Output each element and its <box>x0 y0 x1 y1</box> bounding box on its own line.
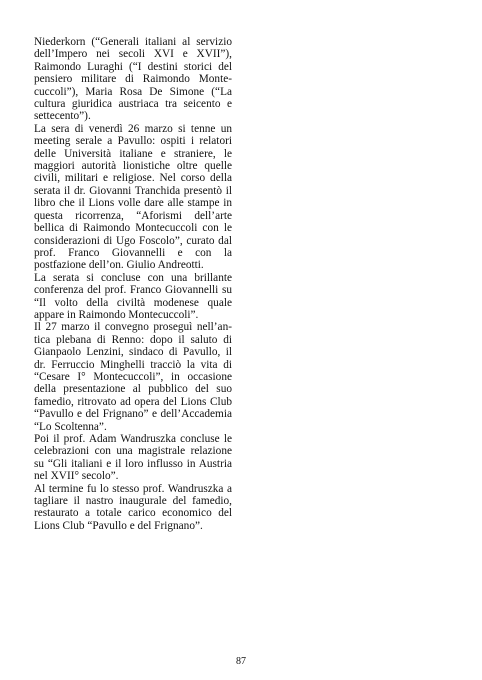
paragraph-evening-meeting: La sera di venerdì 26 marzo si tenne un meeting serale a Pavullo: ospiti i relatori delle Università italiane e straniere, le maggiori autorità lionistiche oltre quelle civili, militari e religiose. Nel corso della serata il dr. Giovanni Tranchida presentò il libro che il Lions volle dare alle stampe in questa ricorrenza, “Aforismi dell’arte bellica di Raimondo Montecuccoli con le considerazioni di Ugo Foscolo”, curato dal prof. Franco Giovannelli e con la postfazione dell’on. Giulio Andreotti. <box>34 122 232 272</box>
paragraph-wandruszka-lecture: Poi il prof. Adam Wandruszka concluse le celebrazioni con una magistrale relazione su “Gli italiani e il loro influsso in Austria nel XVII° secolo”. <box>34 433 232 483</box>
paragraph-renno-convention: Il 27 marzo il convegno proseguì nell’antica plebana di Renno: dopo il saluto di Gianpaolo Lenzini, sindaco di Pavullo, il dr. Ferruccio Minghelli tracciò la vita di “Cesare I° Montecuccoli”, in occasione della presentazione al pubblico del suo famedio, ritrovato ad opera del Lions Club “Pavullo e del Frignano” e dell’Accademia “Lo Scoltenna”. <box>34 321 232 433</box>
paragraph-speakers-list: Niederkorn (“Generali italiani al servizio dell’Impero nei secoli XVI e XVII”), Raimondo Luraghi (“I destini storici del pensiero militare di Raimondo Montecuccoli”), Maria Rosa De Simone (“La cultura giuridica austriaca tra seicento e settecento”). <box>34 36 232 123</box>
body-text-column <box>34 36 232 532</box>
paragraph-conference: La serata si concluse con una brillante conferenza del prof. Franco Giovannelli su “Il volto della civiltà modenese quale appare in Raimondo Montecuccoli”. <box>34 271 232 321</box>
paragraph-inauguration: Al termine fu lo stesso prof. Wandruszka a tagliare il nastro inaugurale del famedio, restaurato a totale carico economico del Lions Club “Pavullo e del Frignano”. <box>34 482 232 532</box>
page-number: 87 <box>236 656 246 667</box>
